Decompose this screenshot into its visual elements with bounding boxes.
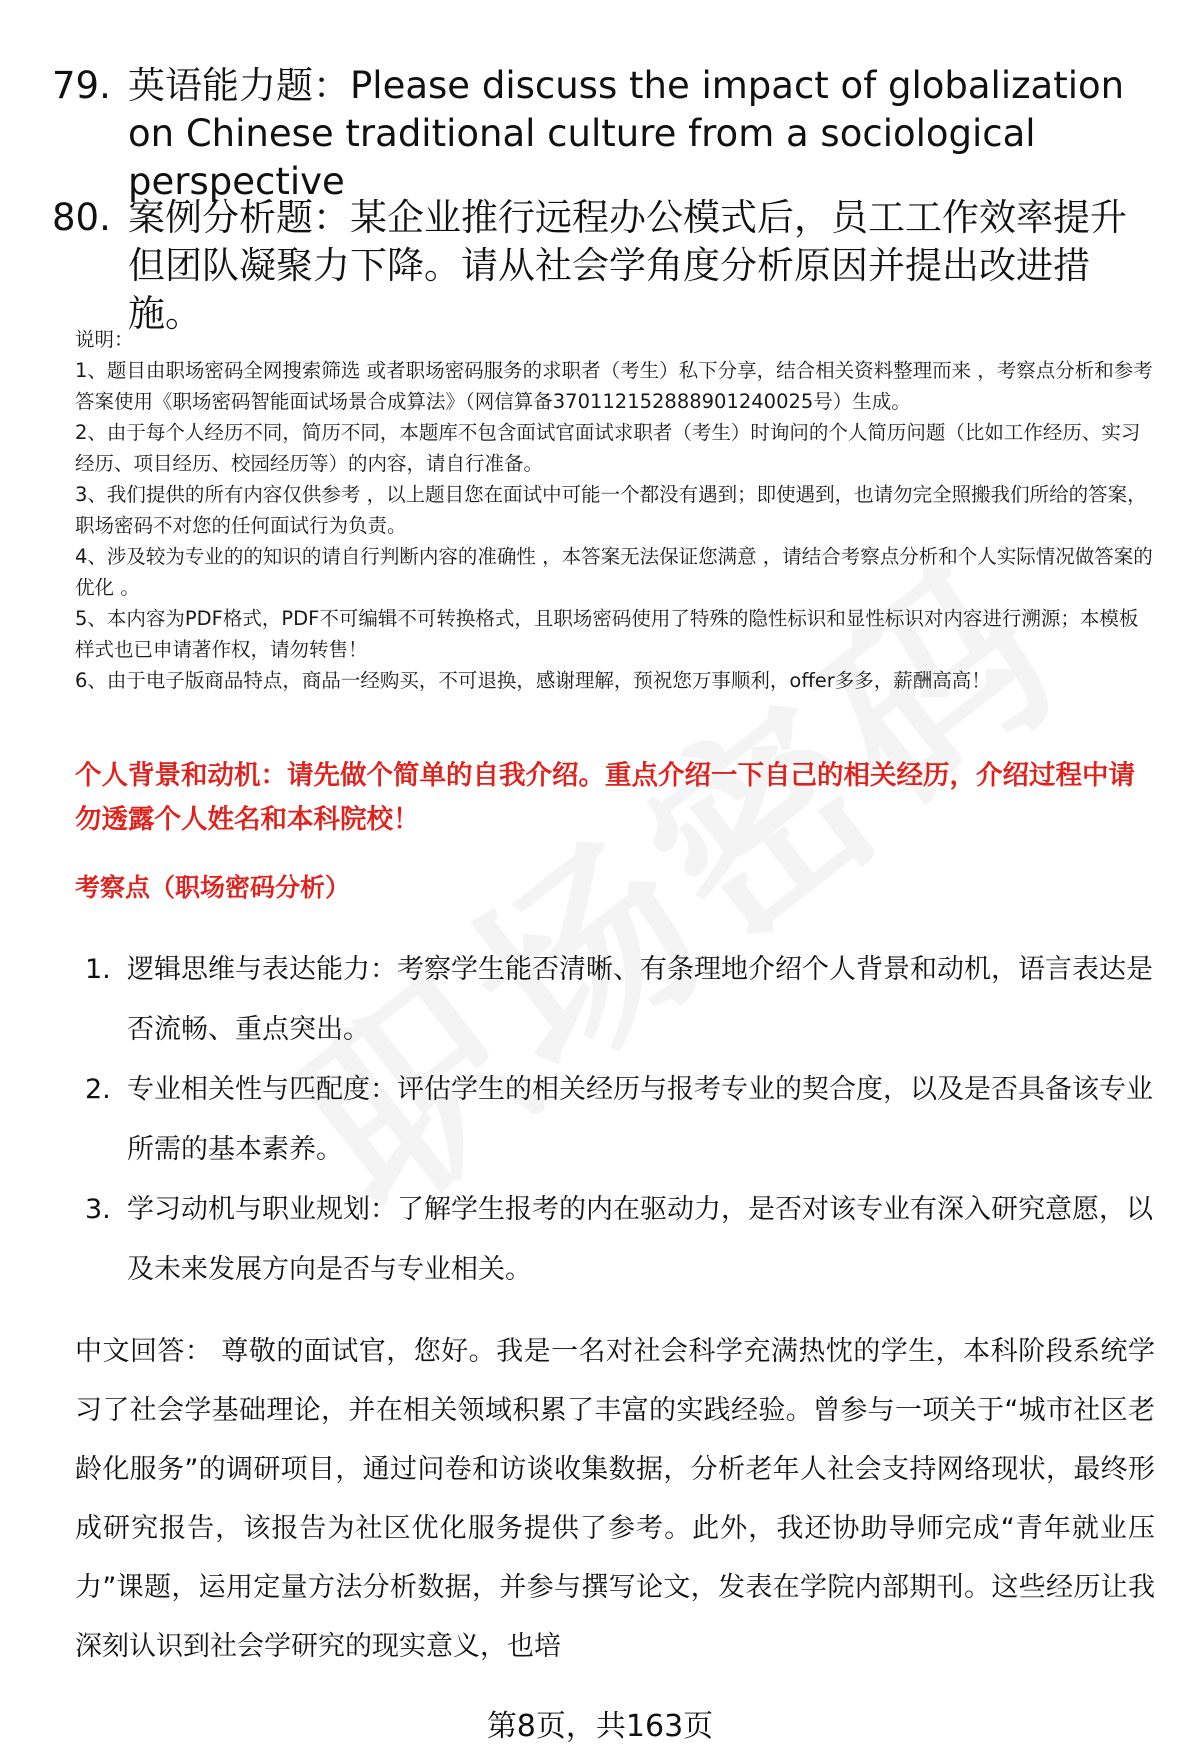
note-item: 5、本内容为PDF格式，PDF不可编辑不可转换格式，且职场密码使用了特殊的隐性标识和显性标识对内容进行溯源；本模板样式也已申请著作权，请勿转售！ [75,607,1139,661]
notes-heading: 说明： [75,328,134,351]
note-item: 1、题目由职场密码全网搜索筛选 或者职场密码服务的求职者（考生）私下分享，结合相关资料整理而来 ，考察点分析和参考答案使用《职场密码智能面试场景合成算法》（网信算备370112152888901240025号）生成。 [75,359,1153,413]
question-80 [52,194,1162,338]
list-item-number: 1. [85,954,111,985]
section-title: 个人背景和动机：请先做个简单的自我介绍。重点介绍一下自己的相关经历，介绍过程中请勿透露个人姓名和本科院校！ [75,760,1135,835]
list-item [75,940,1155,1060]
list-item-number: 2. [85,1074,111,1105]
notes-block [75,324,1155,696]
list-item-text: 学习动机与职业规划：了解学生报考的内在驱动力，是否对该专业有深入研究意愿，以及未来发展方向是否与专业相关。 [127,1194,1153,1285]
question-79 [52,62,1162,206]
page-footer: 第8页，共163页 [486,1709,714,1744]
list-item-text: 专业相关性与匹配度：评估学生的相关经历与报考专业的契合度，以及是否具备该专业所需的基本素养。 [127,1074,1153,1165]
answer-paragraph: 中文回答： 尊敬的面试官，您好。我是一名对社会科学充满热忱的学生，本科阶段系统学习了社会学基础理论，并在相关领域积累了丰富的实践经验。曾参与一项关于“城市社区老龄化服务”的调研项目，通过问卷和访谈收集数据，分析老年人社会支持网络现状，最终形成研究报告，该报告为社区优化服务提供了参考。此外，我还协助导师完成“青年就业压力”课题，运用定量方法分析数据，并参与撰写论文，发表在学院内部期刊。这些经历让我深刻认识到社会学研究的现实意义，也培 [75,1336,1155,1662]
note-item: 4、涉及较为专业的的知识的请自行判断内容的准确性 ，本答案无法保证您满意 ，请结合考察点分析和个人实际情况做答案的优化 。 [75,545,1153,599]
question-number: 80. [52,196,111,239]
question-text: 案例分析题：某企业推行远程办公模式后，员工工作效率提升但团队凝聚力下降。请从社会学角度分析原因并提出改进措施。 [128,196,1127,335]
note-item: 6、由于电子版商品特点，商品一经购买，不可退换，感谢理解，预祝您万事顺利，offer多多，薪酬高高！ [75,669,991,692]
note-item: 3、我们提供的所有内容仅供参考 ，以上题目您在面试中可能一个都没有遇到；即使遇到，也请勿完全照搬我们所给的答案，职场密码不对您的任何面试行为负责。 [75,483,1147,537]
question-text: 英语能力题：Please discuss the impact of globalization on Chinese traditional culture from a sociological perspective [128,64,1125,203]
analysis-title: 考察点（职场密码分析） [75,873,351,902]
list-item-number: 3. [85,1194,111,1225]
question-number: 79. [52,64,111,107]
list-item [75,1180,1155,1300]
list-item-text: 逻辑思维与表达能力：考察学生能否清晰、有条理地介绍个人背景和动机，语言表达是否流畅、重点突出。 [127,954,1153,1045]
analysis-points [75,940,1155,1300]
note-item: 2、由于每个人经历不同，简历不同，本题库不包含面试官面试求职者（考生）时询问的个人简历问题（比如工作经历、实习经历、项目经历、校园经历等）的内容，请自行准备。 [75,421,1141,475]
list-item [75,1060,1155,1180]
